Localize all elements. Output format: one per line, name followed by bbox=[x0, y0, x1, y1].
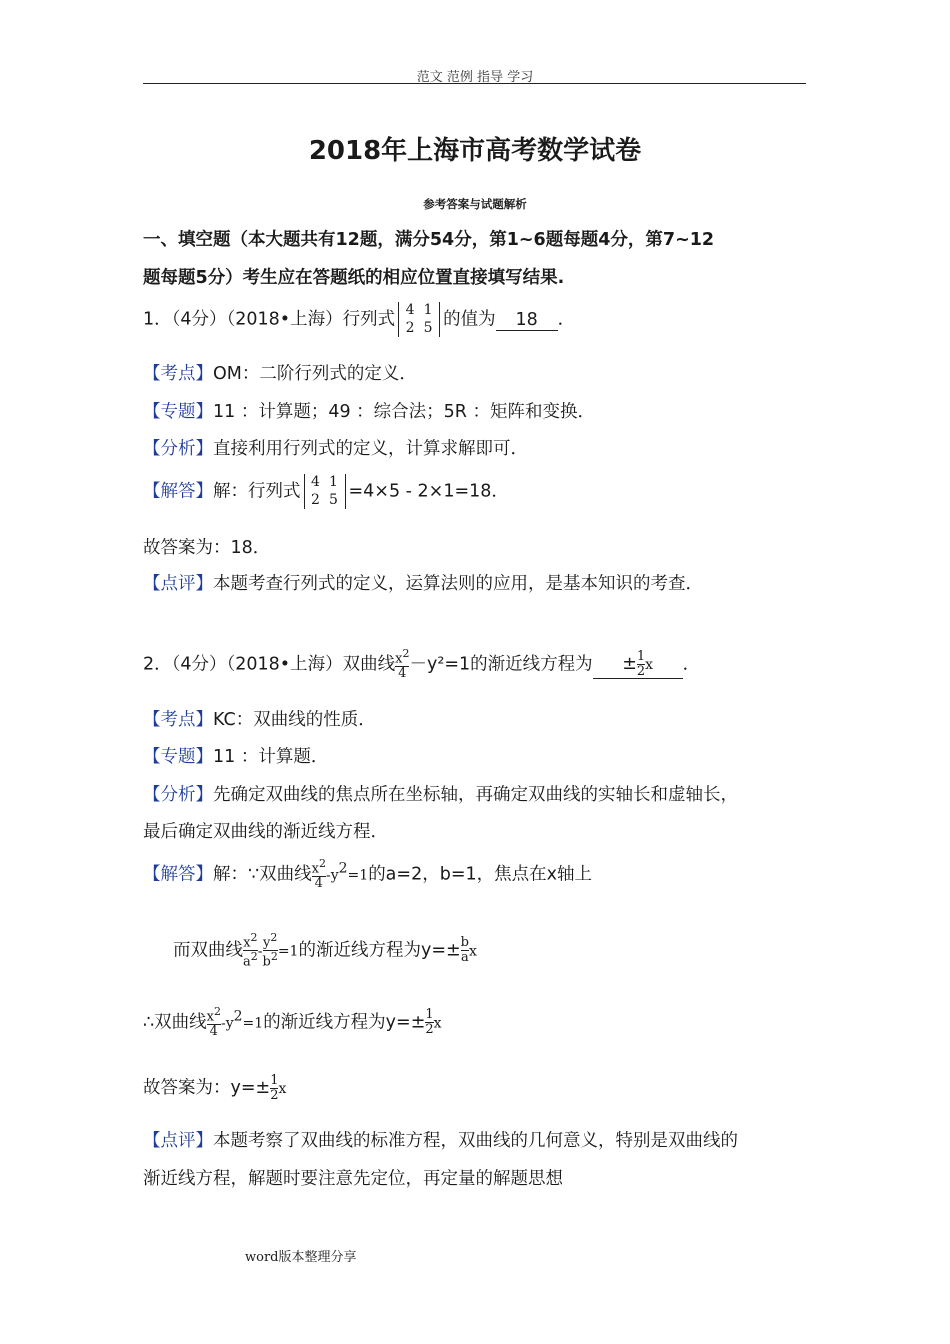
q2-stem-prefix: 2．（4分）（2018•上海）双曲线 bbox=[143, 654, 396, 675]
frac-den: 4 bbox=[312, 876, 326, 891]
equals-one: =1 bbox=[277, 943, 299, 960]
answer-pm: ± bbox=[622, 654, 637, 675]
q1-determinant-solution bbox=[304, 474, 346, 509]
fraction-x2-4 bbox=[207, 1006, 221, 1039]
frac-num: x bbox=[395, 651, 403, 667]
x-var: x bbox=[433, 1015, 442, 1032]
x-var: x bbox=[468, 943, 477, 960]
jieda-tag: 【解答】 bbox=[143, 481, 213, 502]
jieda-prefix: 解：行列式 bbox=[213, 481, 301, 502]
equals-one: =1 bbox=[347, 867, 369, 884]
fraction-x2-a2 bbox=[243, 932, 258, 969]
minus-sign: - bbox=[257, 943, 263, 960]
q2-final-answer bbox=[143, 1074, 286, 1102]
section-heading-line1: 一、填空题（本大题共有12题，满分54分，第1~6题每题4分，第7~12 bbox=[143, 230, 715, 250]
q1-stem-prefix: 1．（4分）（2018•上海）行列式 bbox=[143, 309, 396, 330]
kaodian-text: OM：二阶行列式的定义． bbox=[213, 364, 417, 384]
fraction-x2-4 bbox=[312, 858, 326, 891]
frac-num: b bbox=[460, 935, 469, 951]
frac-den: 2 bbox=[425, 1021, 434, 1037]
q1-kaodian bbox=[143, 360, 417, 385]
zhuanti-text: 11 ：计算题． bbox=[213, 747, 329, 767]
page-header: 范文 范例 指导 学习 bbox=[416, 70, 534, 85]
fraction-1-2 bbox=[425, 1008, 433, 1036]
minus-y: -y bbox=[220, 1015, 234, 1032]
fraction-b-a bbox=[461, 936, 469, 964]
section-heading-line2: 题每题5分）考生应在答题纸的相应位置直接填写结果. bbox=[143, 268, 565, 288]
q2-stem-end: ． bbox=[682, 654, 701, 675]
q2-fenxi-line1 bbox=[143, 781, 738, 806]
frac-num: x bbox=[206, 1009, 214, 1025]
page-subtitle: 参考答案与试题解析 bbox=[423, 197, 527, 211]
frac-num: 1 bbox=[636, 649, 646, 665]
frac-den: 2 bbox=[270, 1087, 279, 1103]
frac-sup: 2 bbox=[402, 647, 410, 660]
det-cell: 1 bbox=[423, 302, 433, 318]
q2-jieda-line1 bbox=[143, 858, 592, 891]
fenxi-tag: 【分析】 bbox=[143, 785, 213, 805]
fenxi-text: 先确定双曲线的焦点所在坐标轴，再确定双曲线的实轴长和虚轴长， bbox=[213, 785, 738, 805]
q1-zhuanti bbox=[143, 398, 595, 423]
final-prefix: 故答案为：y=± bbox=[143, 1078, 271, 1099]
frac-sup: 2 bbox=[250, 931, 258, 944]
jieda-suffix: =4×5 - 2×1=18． bbox=[348, 481, 509, 502]
dianping-text: 本题考察了双曲线的标准方程，双曲线的几何意义，特别是双曲线的 bbox=[213, 1131, 738, 1151]
y-sup: 2 bbox=[338, 860, 348, 877]
q1-determinant bbox=[398, 302, 440, 337]
frac-num: 1 bbox=[425, 1007, 434, 1023]
answer-x: x bbox=[645, 657, 654, 674]
frac-sup: 2 bbox=[270, 931, 278, 944]
x-var: x bbox=[278, 1081, 287, 1098]
q2-jieda-line2 bbox=[173, 932, 477, 969]
frac-sup: 2 bbox=[270, 949, 278, 963]
frac-num: x bbox=[311, 861, 319, 877]
q1-stem-end: ． bbox=[557, 309, 576, 330]
q1-fenxi bbox=[143, 435, 528, 460]
frac-den: 4 bbox=[207, 1024, 221, 1039]
frac-den: 2 bbox=[636, 663, 646, 679]
minus-y: -y bbox=[325, 867, 339, 884]
q1-answer-blank: 18 bbox=[496, 310, 558, 331]
fenxi-tag: 【分析】 bbox=[143, 439, 213, 459]
det-cell: 5 bbox=[329, 491, 338, 508]
q1-stem-mid: 的值为 bbox=[443, 309, 496, 330]
header-rule bbox=[143, 83, 806, 84]
page-footer: word版本整理分享 bbox=[245, 1250, 357, 1265]
kaodian-tag: 【考点】 bbox=[143, 364, 213, 384]
dianping-tag: 【点评】 bbox=[143, 574, 213, 594]
frac-den: a bbox=[243, 954, 251, 970]
zhuanti-tag: 【专题】 bbox=[143, 747, 213, 767]
fraction-y2-b2 bbox=[263, 932, 278, 969]
jieda-suffix: 的a=2，b=1，焦点在x轴上 bbox=[368, 864, 592, 885]
det-cell: 1 bbox=[329, 474, 338, 490]
q1-jieda bbox=[143, 474, 509, 509]
dianping-text: 本题考查行列式的定义，运算法则的应用，是基本知识的考查． bbox=[213, 574, 703, 594]
fenxi-text: 直接利用行列式的定义，计算求解即可． bbox=[213, 439, 528, 459]
q2-kaodian bbox=[143, 706, 376, 731]
det-cell: 5 bbox=[423, 319, 433, 336]
det-cell: 2 bbox=[405, 319, 415, 336]
det-cell: 2 bbox=[311, 491, 320, 508]
q1-final-answer: 故答案为：18． bbox=[143, 538, 271, 558]
frac-sup: 2 bbox=[213, 1005, 221, 1018]
q2-fraction bbox=[395, 648, 409, 681]
q1-dianping bbox=[143, 570, 703, 595]
q2-dianping-line1 bbox=[143, 1127, 738, 1152]
jieda-prefix: 解：∵双曲线 bbox=[213, 864, 312, 885]
q2-fenxi-line2: 最后确定双曲线的渐近线方程． bbox=[143, 822, 388, 842]
det-cell: 4 bbox=[311, 474, 320, 490]
q2-zhuanti bbox=[143, 743, 328, 768]
q2-stem bbox=[143, 648, 700, 681]
det-cell: 4 bbox=[405, 302, 415, 318]
frac-den: b bbox=[262, 954, 271, 970]
zhuanti-tag: 【专题】 bbox=[143, 402, 213, 422]
q2-dianping-line2: 渐近线方程，解题时要注意先定位，再定量的解题思想 bbox=[143, 1169, 563, 1189]
jieda3-suffix: 的渐近线方程为y=± bbox=[263, 1012, 426, 1033]
equals-one: =1 bbox=[242, 1015, 264, 1032]
frac-den: 4 bbox=[395, 666, 409, 681]
frac-sup: 2 bbox=[318, 857, 326, 870]
page-title: 2018年上海市高考数学试卷 bbox=[308, 136, 642, 166]
kaodian-text: KC：双曲线的性质． bbox=[213, 710, 376, 730]
frac-num: x bbox=[243, 935, 251, 951]
answer-fraction bbox=[637, 650, 645, 678]
frac-den: a bbox=[460, 949, 469, 965]
dianping-tag: 【点评】 bbox=[143, 1131, 213, 1151]
q2-stem-mid: －y²=1的渐近线方程为 bbox=[409, 654, 593, 675]
y-sup: 2 bbox=[233, 1008, 243, 1025]
jieda3-prefix: ∴双曲线 bbox=[143, 1012, 207, 1033]
frac-num: 1 bbox=[270, 1073, 279, 1088]
frac-sup: 2 bbox=[250, 949, 258, 963]
frac-num: y bbox=[262, 935, 271, 951]
zhuanti-text: 11 ：计算题；49 ：综合法；5R ：矩阵和变换． bbox=[213, 402, 596, 422]
jieda2-prefix: 而双曲线 bbox=[173, 940, 243, 961]
q1-stem bbox=[143, 302, 575, 337]
jieda2-suffix: 的渐近线方程为y=± bbox=[298, 940, 461, 961]
q2-jieda-line3 bbox=[143, 1006, 442, 1039]
q2-answer-blank bbox=[593, 650, 683, 679]
jieda-tag: 【解答】 bbox=[143, 864, 213, 885]
kaodian-tag: 【考点】 bbox=[143, 710, 213, 730]
